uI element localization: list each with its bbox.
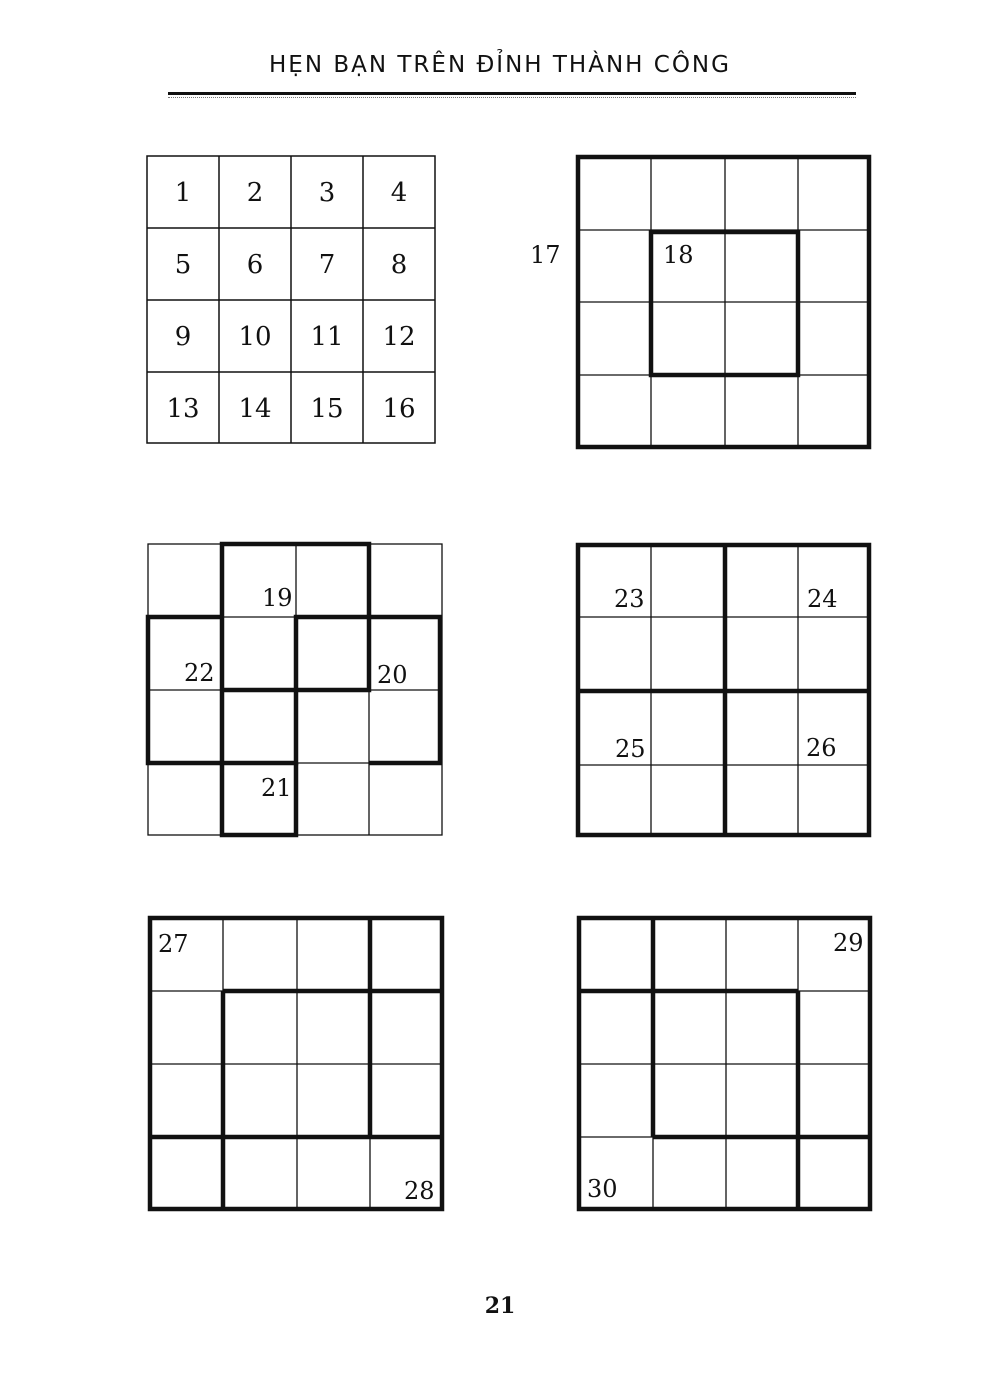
cell-number: 10	[238, 322, 272, 352]
puzzle-grid-27-28	[150, 918, 442, 1209]
cell-number: 16	[382, 394, 416, 424]
cell-number: 8	[390, 250, 408, 280]
puzzle-grid-17-18	[530, 157, 869, 447]
cell-number: 13	[166, 394, 200, 424]
region-label: 30	[587, 1175, 618, 1203]
region-label: 23	[614, 585, 645, 613]
cell-number: 5	[174, 250, 192, 280]
cell-number: 6	[246, 250, 264, 280]
cell-number: 14	[238, 394, 272, 424]
region-label: 24	[807, 585, 838, 613]
region-label: 25	[615, 735, 646, 763]
region-label: 17	[530, 241, 561, 269]
cell-number: 12	[382, 322, 416, 352]
cell-number: 1	[174, 178, 192, 208]
region-label: 21	[261, 774, 292, 802]
cell-number: 7	[318, 250, 336, 280]
puzzle-grid-23-26	[578, 545, 869, 835]
region-label: 19	[262, 584, 293, 612]
numbered-grid	[147, 156, 435, 443]
cell-number: 11	[310, 322, 344, 352]
region-label: 22	[184, 659, 215, 687]
region-label: 29	[833, 929, 864, 957]
region-label: 28	[404, 1177, 435, 1205]
puzzle-grid-29-30	[579, 918, 870, 1209]
puzzle-grid-19-22	[148, 544, 442, 835]
region-label: 18	[663, 241, 694, 269]
cell-number: 4	[390, 178, 408, 208]
region-label: 26	[806, 734, 837, 762]
region-label: 27	[158, 930, 189, 958]
region-label: 20	[377, 661, 408, 689]
page-number: 21	[484, 1293, 516, 1319]
cell-number: 3	[318, 178, 336, 208]
cell-number: 9	[174, 322, 192, 352]
cell-number: 2	[246, 178, 264, 208]
running-header: HẸN BẠN TRÊN ĐỈNH THÀNH CÔNG	[269, 52, 731, 78]
cell-number: 15	[310, 394, 344, 424]
